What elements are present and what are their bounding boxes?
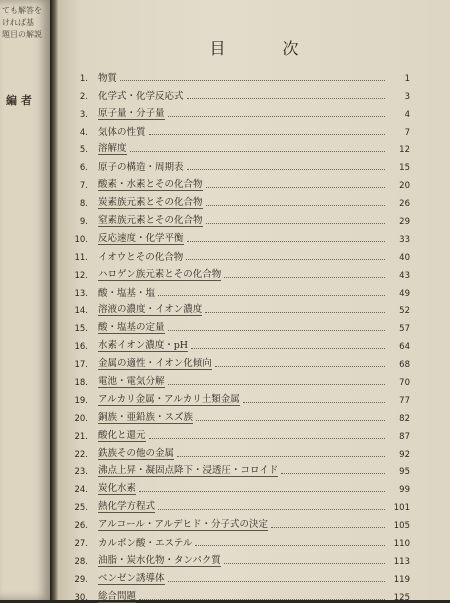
toc-entry-title: 酸化と還元 <box>98 427 146 442</box>
toc-list <box>64 66 410 603</box>
toc-entry-page: 68 <box>399 360 410 371</box>
toc-entry-number: 8. <box>79 199 88 210</box>
toc-entry-page: 57 <box>399 324 410 335</box>
toc-entry-title: 窒素族元素とその化合物 <box>98 212 203 227</box>
toc-entry-page: 92 <box>399 449 410 460</box>
toc-entry <box>64 406 410 424</box>
toc-entry-number: 10. <box>74 234 88 245</box>
toc-entry-number: 25. <box>74 503 88 514</box>
toc-entry-leader <box>168 330 385 331</box>
toc-entry-number: 28. <box>74 556 88 567</box>
page-title: 目 次 <box>209 39 325 58</box>
toc-entry-page: 1 <box>404 73 410 84</box>
toc-entry <box>64 155 410 173</box>
toc-entry-leader <box>168 116 385 117</box>
toc-entry-number: 26. <box>74 521 88 532</box>
toc-entry-page: 119 <box>393 574 410 585</box>
toc-entry-leader <box>158 295 385 296</box>
toc-entry-title: 電池・電気分解 <box>98 373 165 388</box>
toc-entry-page: 20 <box>399 181 410 192</box>
toc-entry-number: 16. <box>74 342 88 353</box>
toc-entry-page: 29 <box>399 217 410 228</box>
left-page <box>0 0 50 600</box>
toc-entry <box>64 334 410 352</box>
toc-entry <box>64 567 410 585</box>
toc-entry-page: 33 <box>399 234 410 245</box>
left-page-text-line: ければ基 <box>2 18 34 27</box>
left-page-text-line: 題目の解説 <box>2 30 42 39</box>
toc-entry-leader <box>206 187 385 188</box>
toc-entry-title: イオウとその化合物 <box>98 251 184 263</box>
toc-entry <box>64 531 410 549</box>
toc-entry-number: 3. <box>79 109 88 120</box>
toc-entry-number: 9. <box>79 217 88 228</box>
toc-entry-page: 52 <box>399 306 410 317</box>
toc-entry-leader <box>120 80 385 81</box>
toc-entry-number: 20. <box>74 413 88 424</box>
toc-entry-page: 7 <box>404 127 410 138</box>
toc-entry-number: 27. <box>74 539 88 550</box>
toc-entry-leader <box>243 402 385 403</box>
toc-entry <box>64 138 410 156</box>
toc-entry-title: 溶液の濃度・イオン濃度 <box>98 301 202 316</box>
toc-entry-number: 29. <box>74 574 88 585</box>
toc-entry <box>64 120 410 138</box>
toc-entry-title: 炭素族元素とその化合物 <box>98 194 203 209</box>
toc-entry <box>64 191 410 209</box>
toc-entry-title: 溶解度 <box>98 140 127 155</box>
toc-entry <box>64 352 410 370</box>
toc-entry-page: 99 <box>399 485 410 496</box>
toc-entry-leader <box>187 98 385 99</box>
toc-entry <box>64 477 410 495</box>
toc-entry-page: 4 <box>404 109 410 120</box>
toc-entry <box>64 513 410 531</box>
toc-entry-number: 2. <box>79 91 88 102</box>
toc-entry-page: 70 <box>399 378 410 389</box>
toc-entry-number: 23. <box>74 467 88 478</box>
toc-entry-title: 酸素・水素とその化合物 <box>98 176 203 191</box>
toc-entry-leader <box>149 134 385 135</box>
toc-entry <box>64 495 410 513</box>
toc-entry-title: 炭化水素 <box>98 480 136 495</box>
toc-entry <box>64 209 410 227</box>
toc-entry-title: アルカリ金属・アルカリ土類金属 <box>98 391 240 406</box>
toc-entry <box>64 549 410 567</box>
toc-entry-page: 43 <box>399 270 410 281</box>
toc-entry-title: 酸・塩基の定量 <box>98 319 165 334</box>
toc-entry <box>64 316 410 334</box>
toc-entry-leader <box>224 563 385 564</box>
toc-entry-leader <box>205 312 385 313</box>
toc-entry-title: 沸点上昇・凝固点降下・浸透圧・コロイド <box>98 462 278 477</box>
left-page-heading: 編 者 <box>6 94 32 107</box>
toc-entry-leader <box>177 456 385 457</box>
toc-entry-title: 総合問題 <box>98 588 136 603</box>
toc-entry <box>64 84 410 102</box>
toc-entry-leader <box>195 545 385 546</box>
toc-entry <box>64 424 410 442</box>
toc-entry-number: 7. <box>79 181 88 192</box>
toc-entry-page: 113 <box>393 556 410 567</box>
toc-entry-title: 鉄族その他の金属 <box>98 445 174 460</box>
toc-entry-leader <box>187 241 385 242</box>
toc-entry-page: 40 <box>399 252 410 263</box>
toc-entry-title: 熱化学方程式 <box>98 498 155 513</box>
toc-entry-title: ベンゼン誘導体 <box>98 570 165 585</box>
toc-entry-number: 14. <box>74 306 88 317</box>
toc-entry-title: 反応速度・化学平衡 <box>98 230 184 245</box>
toc-entry-page: 95 <box>399 467 410 478</box>
toc-entry <box>64 227 410 245</box>
toc-entry-leader <box>206 223 385 224</box>
toc-entry-leader <box>186 259 385 260</box>
toc-entry <box>64 442 410 460</box>
toc-entry <box>64 66 410 84</box>
toc-entry-page: 12 <box>399 145 410 156</box>
toc-entry <box>64 370 410 388</box>
toc-entry-number: 18. <box>74 378 88 389</box>
toc-entry-title: 油脂・炭水化物・タンパク質 <box>98 552 221 567</box>
toc-entry-page: 77 <box>399 395 410 406</box>
toc-entry-number: 21. <box>74 431 88 442</box>
left-page-text-line: ても解答を <box>2 6 42 15</box>
toc-page <box>58 0 450 603</box>
toc-entry-title: 化学式・化学反応式 <box>98 90 184 102</box>
toc-entry-number: 4. <box>79 127 88 138</box>
toc-entry-title: カルボン酸・エステル <box>98 538 193 550</box>
toc-entry-title: 金属の適性・イオン化傾向 <box>98 355 212 370</box>
toc-entry-title: 原子の構造・周期表 <box>98 162 184 174</box>
toc-entry-page: 15 <box>399 163 410 174</box>
toc-entry-leader <box>168 581 385 582</box>
toc-entry-title: 銅族・亜鉛族・スズ族 <box>98 409 193 424</box>
toc-entry-number: 19. <box>74 395 88 406</box>
toc-entry <box>64 299 410 317</box>
toc-entry-leader <box>130 151 385 152</box>
toc-entry-title: 原子量・分子量 <box>98 105 165 120</box>
toc-entry-leader <box>139 491 385 492</box>
toc-entry-page: 101 <box>393 503 410 514</box>
toc-entry-page: 49 <box>399 288 410 299</box>
toc-entry-title: 物質 <box>98 72 118 84</box>
toc-entry-leader <box>224 277 385 278</box>
toc-entry <box>64 173 410 191</box>
toc-entry <box>64 388 410 406</box>
toc-entry-page: 82 <box>399 413 410 424</box>
toc-entry-number: 17. <box>74 360 88 371</box>
toc-entry-page: 105 <box>393 521 410 532</box>
toc-entry-page: 125 <box>393 592 410 603</box>
toc-entry <box>64 460 410 478</box>
toc-entry-page: 110 <box>393 539 410 550</box>
toc-entry-leader <box>149 438 385 439</box>
toc-entry-number: 24. <box>74 485 88 496</box>
toc-entry-page: 87 <box>399 431 410 442</box>
toc-entry-number: 15. <box>74 324 88 335</box>
toc-entry-title: ハロゲン族元素とその化合物 <box>98 266 221 281</box>
toc-entry <box>64 585 410 603</box>
toc-entry-page: 3 <box>404 91 410 102</box>
toc-entry-number: 11. <box>74 252 88 263</box>
toc-entry-leader <box>191 348 385 349</box>
book-gutter <box>50 0 58 600</box>
toc-entry <box>64 263 410 281</box>
toc-entry-title: アルコール・アルデヒド・分子式の決定 <box>98 516 268 531</box>
toc-entry-title: 気体の性質 <box>98 126 146 138</box>
toc-entry-number: 5. <box>79 145 88 156</box>
toc-entry-title: 水素イオン濃度・pH <box>98 337 188 352</box>
toc-entry-leader <box>215 366 385 367</box>
toc-entry <box>64 281 410 299</box>
toc-entry-leader <box>168 384 385 385</box>
toc-entry-number: 6. <box>79 163 88 174</box>
toc-entry-leader <box>196 420 385 421</box>
toc-entry-number: 13. <box>74 288 88 299</box>
toc-entry-number: 30. <box>74 592 88 603</box>
toc-entry-page: 64 <box>399 342 410 353</box>
toc-entry <box>64 245 410 263</box>
toc-entry-number: 22. <box>74 449 88 460</box>
toc-entry-page: 26 <box>399 199 410 210</box>
toc-entry-title: 酸・塩基・塩 <box>98 287 156 299</box>
toc-entry <box>64 102 410 120</box>
toc-entry-leader <box>281 473 385 474</box>
toc-entry-leader <box>158 509 385 510</box>
toc-entry-leader <box>271 527 385 528</box>
toc-entry-number: 12. <box>74 270 88 281</box>
toc-entry-leader <box>187 169 385 170</box>
toc-entry-number: 1. <box>79 73 88 84</box>
toc-entry-leader <box>206 205 385 206</box>
